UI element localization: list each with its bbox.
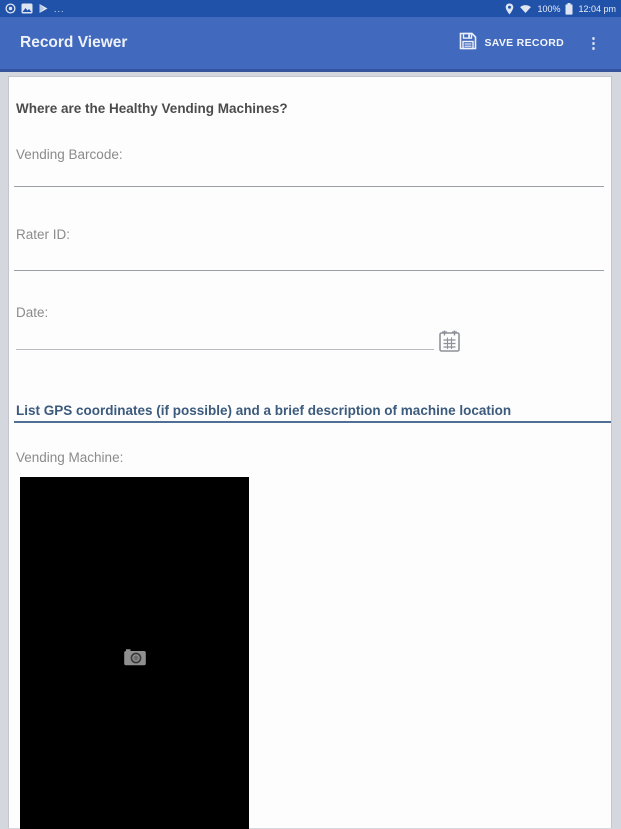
section1-heading: Where are the Healthy Vending Machines? <box>16 101 288 116</box>
save-floppy-icon <box>458 31 478 56</box>
field-label-date: Date: <box>16 305 49 320</box>
clock-text: 12:04 pm <box>578 3 616 14</box>
wifi-icon <box>519 3 532 14</box>
status-bar <box>0 0 621 17</box>
location-icon <box>505 3 514 15</box>
app-bar-actions <box>454 25 609 62</box>
save-record-button[interactable] <box>454 25 568 62</box>
play-flag-icon <box>38 3 49 14</box>
section2-heading: List GPS coordinates (if possible) and a brief description of machine location <box>16 403 512 418</box>
app-bar <box>0 17 621 72</box>
calendar-icon[interactable] <box>438 329 461 354</box>
vending-machine-photo-field[interactable] <box>20 477 249 829</box>
battery-percent-text: 100% <box>537 3 561 14</box>
status-left-icons <box>5 3 65 14</box>
camera-icon <box>123 647 147 667</box>
section2-underline <box>14 421 611 423</box>
field-label-vending-barcode: Vending Barcode: <box>16 147 123 162</box>
status-right-icons <box>505 3 616 15</box>
battery-icon <box>565 3 573 15</box>
record-form-card <box>8 76 612 828</box>
image-notification-icon <box>21 3 33 14</box>
date-input[interactable] <box>16 335 434 350</box>
page-title: Record Viewer <box>20 34 128 51</box>
field-label-vending-machine: Vending Machine: <box>16 450 124 465</box>
more-notifications-indicator: ... <box>54 3 65 14</box>
save-record-label: SAVE RECORD <box>484 37 564 49</box>
vending-barcode-input[interactable] <box>14 172 604 187</box>
notification-circle-icon <box>5 3 16 14</box>
overflow-menu-icon[interactable]: ⋮ <box>586 34 601 52</box>
field-label-rater-id: Rater ID: <box>16 227 71 242</box>
rater-id-input[interactable] <box>14 256 604 271</box>
